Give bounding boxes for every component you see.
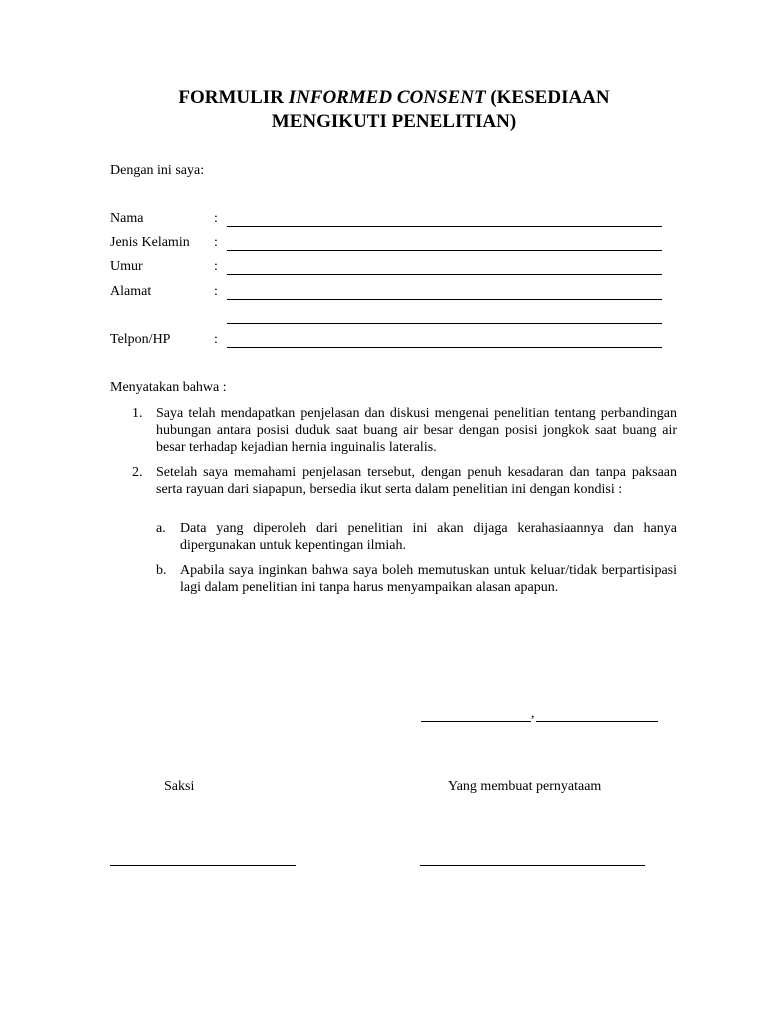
title-line-2: MENGIKUTI PENELITIAN) [271,111,517,132]
field-label: Nama [110,211,144,226]
field-umur [110,259,662,279]
field-jenis-kelamin [110,235,662,255]
witness-signature-line[interactable] [110,865,296,866]
field-label: Telpon/HP [110,332,171,347]
jenis-kelamin-input-line[interactable] [227,250,662,251]
list-text: Saya telah mendapatkan penjelasan dan diskusi mengenai penelitian tentang perbandingan hubungan antara posisi duduk saat buang air besar dengan posisi jongkok saat buang air besar terhadap kejadian hernia inguinalis lateralis. [156,406,677,455]
title-line-1 [110,86,678,110]
field-alamat-continued [110,308,662,328]
umur-input-line[interactable] [227,274,662,275]
field-colon: : [214,332,218,347]
declarant-label: Yang membuat pernyataam [448,779,602,794]
field-label: Alamat [110,284,152,299]
field-colon: : [214,235,218,250]
date-separator: , [531,706,535,721]
title-part-1: FORMULIR [178,87,289,108]
field-label: Jenis Kelamin [110,235,190,250]
sub-list-letter: b. [156,563,167,578]
form-title [110,86,678,134]
title-part-3: (KESEDIAAN [485,87,610,108]
sub-list-letter: a. [156,521,166,536]
field-nama [110,211,662,231]
title-part-2-italic: INFORMED CONSENT [288,87,486,108]
intro-text: Dengan ini saya: [110,163,205,178]
sub-list-text: Apabila saya inginkan bahwa saya boleh memutuskan untuk keluar/tidak berpartisipasi lagi dalam penelitian ini tanpa harus menyampaikan alasan apapun. [180,563,677,595]
list-number: 2. [132,465,143,480]
date-blank-line[interactable] [536,721,658,722]
telpon-input-line[interactable] [227,347,662,348]
alamat-input-line[interactable] [227,299,662,300]
place-blank-line[interactable] [421,721,531,722]
field-telpon [110,332,662,352]
field-colon: : [214,211,218,226]
alamat-input-line-2[interactable] [227,323,662,324]
statement-heading: Menyatakan bahwa : [110,380,227,395]
field-alamat [110,284,662,304]
sub-list-text: Data yang diperoleh dari penelitian ini akan dijaga kerahasiaannya dan hanya dipergunakan untuk kepentingan ilmiah. [180,521,677,553]
nama-input-line[interactable] [227,226,662,227]
declarant-signature-line[interactable] [420,865,645,866]
field-colon: : [214,284,218,299]
field-colon: : [214,259,218,274]
witness-label: Saksi [164,779,195,794]
list-number: 1. [132,406,143,421]
field-label: Umur [110,259,143,274]
list-text: Setelah saya memahami penjelasan tersebut, dengan penuh kesadaran dan tanpa paksaan serta rayuan dari siapapun, bersedia ikut serta dalam penelitian ini dengan kondisi : [156,465,677,497]
